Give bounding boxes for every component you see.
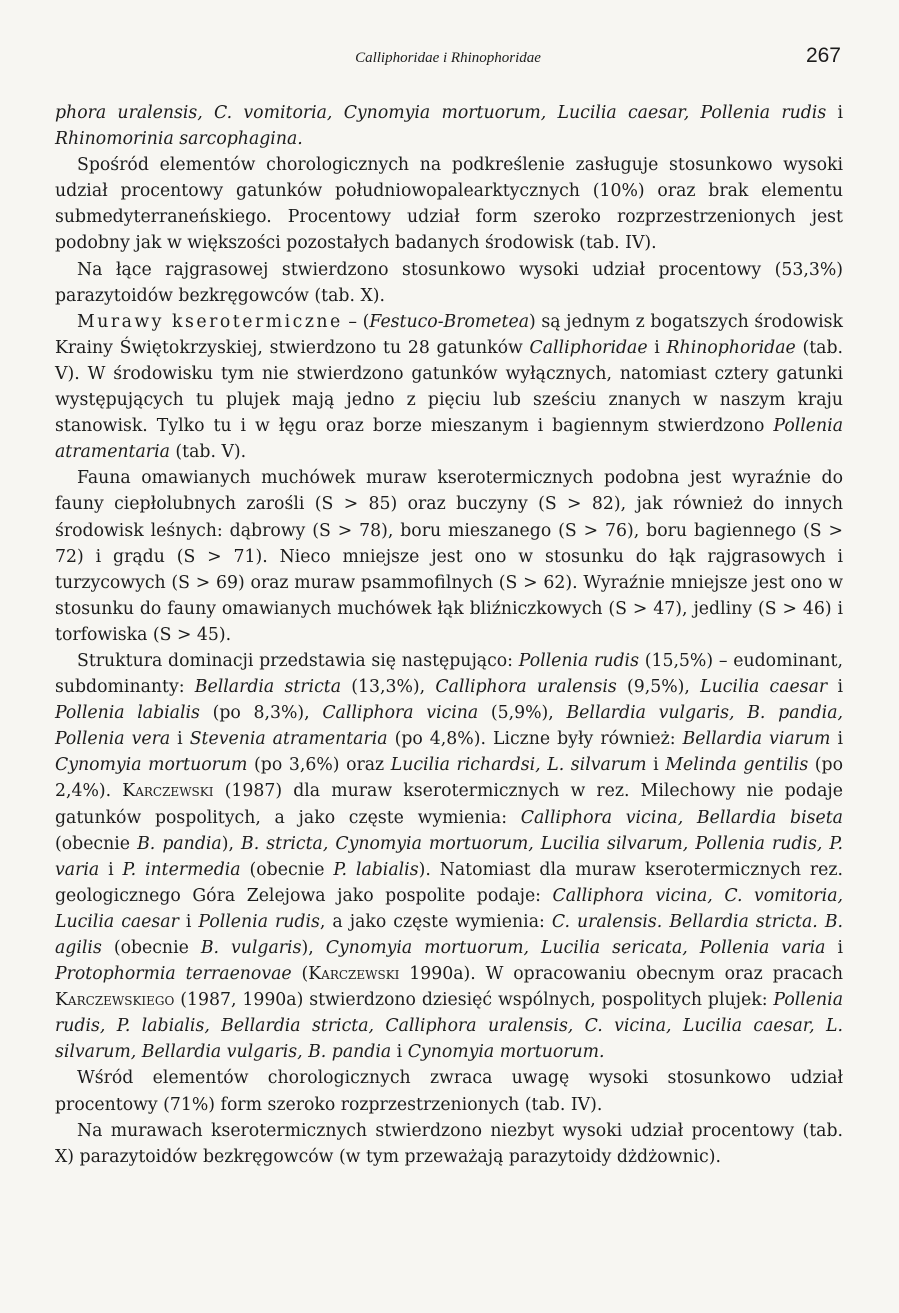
italic-text: Lucilia richardsi, L. silvarum [390, 755, 647, 776]
text-run: (obecnie [240, 859, 334, 880]
text-run: i [170, 729, 190, 750]
italic-text: B. stricta, Cynomyia mortuorum, Lucilia silvarum, Pollenia rudis, P. varia [55, 833, 844, 880]
italic-text: Festuco-Brometea [369, 311, 529, 332]
running-title: Calliphoridae i Rhinophoridae [355, 50, 541, 66]
text-run: Struktura dominacji przedstawia się następująco: [77, 650, 519, 671]
italic-text: Calliphora vicina [322, 703, 479, 724]
italic-text: Stevenia atramentaria [189, 729, 388, 750]
text-run: 1990a). W opracowaniu obecnym oraz pracach [399, 964, 843, 985]
paragraph-1 [55, 100, 843, 152]
italic-text: P. labialis [333, 859, 419, 880]
paragraph-3: Na łące rajgrasowej stwierdzono stosunkowo wysoki udział procentowy (53,3%) parazytoidów bezkręgowców (tab. X). [55, 259, 843, 306]
italic-text: Pollenia atramentaria [55, 416, 843, 463]
italic-text: Calliphora vicina, C. vomitoria, Lucilia caesar [55, 885, 843, 932]
text-run: (13,3%), [341, 677, 436, 698]
page-number: 267 [805, 44, 841, 67]
text-run: ), [221, 833, 242, 854]
text-run: i [646, 755, 666, 776]
text-run: i [830, 729, 843, 750]
text-run: i [647, 337, 667, 358]
text-run: i [391, 1042, 408, 1063]
text-run: (obecnie [101, 938, 201, 958]
italic-text: Calliphora vicina, Bellardia biseta [520, 807, 843, 828]
text-run: (1987, 1990a) stwierdzono dziesięć wspólnych, pospolitych plujek: [174, 990, 774, 1011]
text-run: ). Natomiast dla muraw kserotermicznych rez. geologicznego Góra Zelejowa jako pospolite podaje: [55, 859, 844, 906]
italic-text: P. intermedia [122, 859, 241, 880]
text-run: (tab. V). [169, 442, 247, 463]
author-name: Karczewskiego [55, 990, 175, 1011]
italic-text: B. vulgaris [200, 938, 302, 958]
text-run: ), [301, 938, 326, 958]
author-name: Karczewski [122, 781, 214, 802]
species-name: Rhinomorinia sarcophagina. [55, 129, 303, 150]
italic-text: Pollenia labialis [55, 703, 200, 724]
text-run: (tab. V). W środowisku tym nie stwierdzono gatunków wyłącznych, natomiast cztery gatunki występujących tu plujek mają jedno z pięciu lub sześciu znanych w naszym kraju stanowisk. Tylko tu i w łęgu oraz borze mieszanym i bagiennym stwierdzono [55, 337, 843, 437]
text-run: i [178, 911, 199, 932]
paragraph-2: Spośród elementów chorologicznych na podkreślenie zasługuje stosunkowo wysoki udział procentowy gatunków południowopalearktycznych (10%) oraz brak elementu submedyterraneńskiego. Procentowy udział form szeroko rozprzestrzenionych jest podobny jak w większości pozostałych badanych środowisk (tab. IV). [55, 155, 843, 254]
italic-text: Calliphora uralensis [435, 677, 617, 698]
paragraph-6 [55, 648, 843, 1066]
italic-text: Bellardia vulgaris, B. pandia, Pollenia vera [55, 703, 843, 750]
paragraph-7: Wśród elementów chorologicznych zwraca uwagę wysoki stosunkowo udział procentowy (71%) form szeroko rozprzestrzenionych (tab. IV). [55, 1068, 843, 1115]
italic-text: Protophormia terraenovae [55, 964, 292, 985]
italic-text: Lucilia caesar [700, 677, 828, 698]
text-run: (1987) dla muraw kserotermicznych w rez. Milechowy nie podaje gatunków pospolitych, a jako częste wymienia: [55, 781, 843, 828]
text-run: , a jako częste wymienia: [319, 911, 552, 932]
text-run: ) są jednym z bogatszych środowisk Krainy Świętokrzyskiej, stwierdzono tu 28 gatunków [55, 311, 843, 358]
text-run: (9,5%), [616, 677, 701, 698]
text-run: (15,5%) – eudominant, subdominanty: [55, 650, 843, 698]
species-list: phora uralensis, C. vomitoria, Cynomyia mortuorum, Lucilia caesar, Pollenia rudis [55, 103, 827, 123]
paragraph-4 [55, 309, 843, 466]
text-run: (5,9%), [478, 703, 567, 724]
body-text [55, 100, 843, 1170]
italic-text: C. uralensis. Bellardia stricta. B. agilis [55, 911, 844, 958]
italic-text: Bellardia viarum [682, 729, 831, 750]
italic-text: Calliphoridae [529, 337, 648, 358]
italic-text: Pollenia rudis, P. labialis, Bellardia stricta, Calliphora uralensis, C. vicina, Lucilia caesar, L. silvarum, Bellardia vulgaris, B. pandia [55, 990, 843, 1063]
text-run: (obecnie [55, 833, 138, 854]
italic-text: Rhinophoridae [666, 337, 796, 358]
text-run: (po 2,4%). [55, 755, 844, 802]
italic-text: Melinda gentilis [665, 755, 809, 776]
italic-text: Bellardia stricta [194, 677, 342, 698]
text-run: i [825, 938, 843, 958]
italic-text: B. pandia [137, 833, 222, 854]
text-run: (po 8,3%), [199, 703, 323, 724]
text-run: i [99, 859, 123, 880]
paragraph-8: Na murawach kserotermicznych stwierdzono niezbyt wysoki udział procentowy (tab. X) parazytoidów bezkręgowców (w tym przeważają parazytoidy dżdżownic). [55, 1120, 843, 1167]
italic-text: Pollenia rudis [198, 911, 320, 932]
italic-text: Pollenia rudis [518, 650, 639, 671]
running-head [55, 44, 841, 74]
text-run: (po 4,8%). Liczne były również: [387, 729, 683, 750]
text-run: i [827, 677, 843, 698]
conjunction: i [837, 103, 843, 123]
text-run: – ( [342, 311, 370, 332]
habitat-heading: Murawy kserotermiczne [77, 311, 343, 332]
italic-text: Cynomyia mortuorum, Lucilia sericata, Pollenia varia [325, 938, 826, 958]
text-run: ( [291, 964, 309, 985]
author-name: Karczewski [308, 964, 400, 985]
paragraph-5: Fauna omawianych muchówek muraw kserotermicznych podobna jest wyraźnie do fauny ciepłolubnych zarośli (S > 85) oraz buczyny (S > 82), jak również do innych środowisk leśnych: dąbrowy (S > 78), boru mieszanego (S > 76), boru bagiennego (S > 72) i grądu (S > 71). Nieco mniejsze jest ono w stosunku do łąk rajgrasowych i turzycowych (S > 69) oraz muraw psammofilnych (S > 62). Wyraźnie mniejsze jest ono w stosunku do fauny omawianych muchówek łąk bliźniczkowych (S > 47), jedliny (S > 46) i torfowiska (S > 45). [55, 468, 843, 645]
italic-text: Cynomyia mortuorum [55, 755, 248, 776]
italic-text: Cynomyia mortuorum. [407, 1042, 605, 1063]
text-run: (po 3,6%) oraz [247, 755, 391, 776]
